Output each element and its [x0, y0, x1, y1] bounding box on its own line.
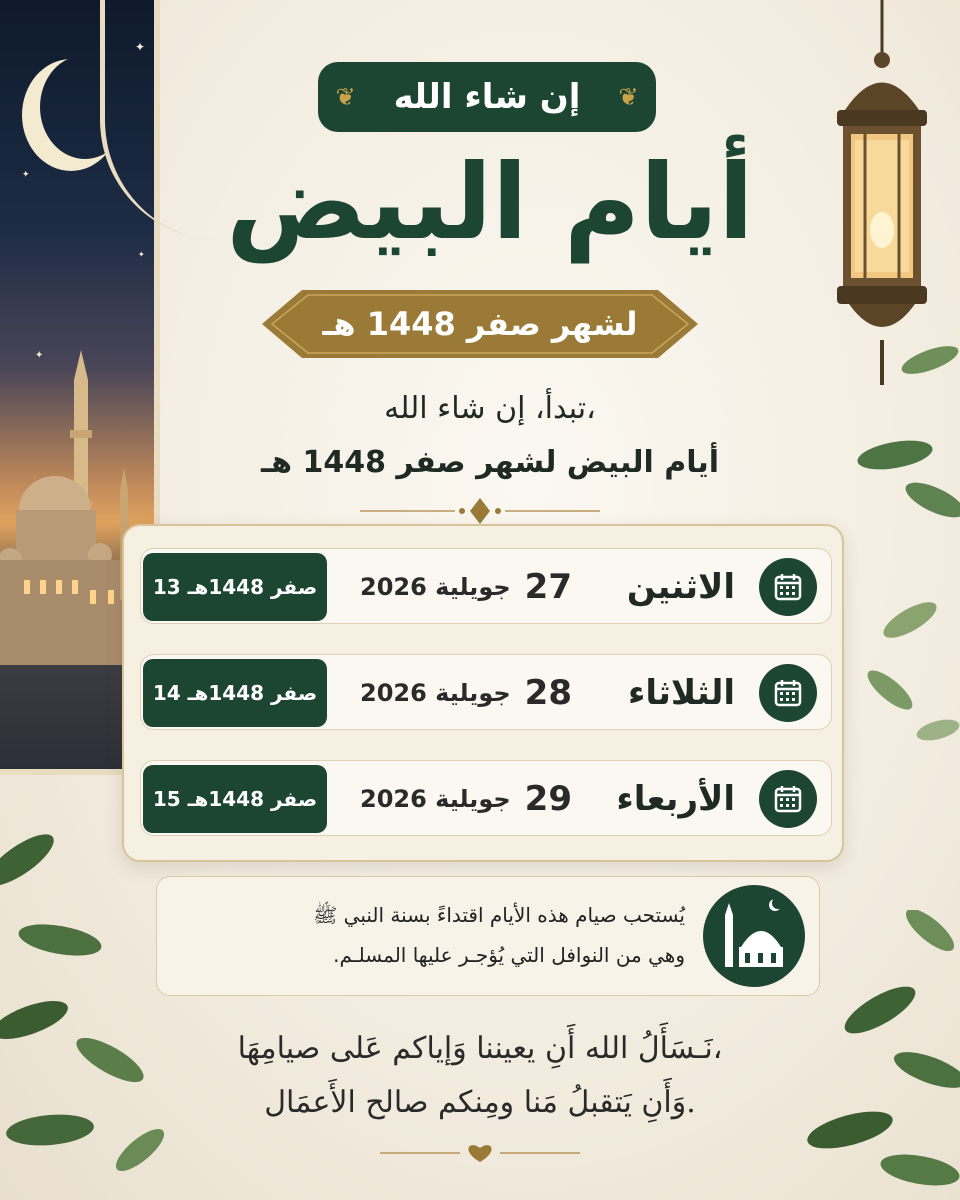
star-icon: ✦: [35, 350, 44, 361]
closing-line-2: وَأَنِ يَتقبلُ مَنا ومِنكم صالح الأَعمَال.: [264, 1085, 696, 1120]
gregorian-month: جويلية 2026: [360, 785, 511, 813]
star-icon: ✦: [135, 40, 146, 54]
top-label: إن شاء الله: [393, 77, 581, 117]
gregorian-day: 27: [524, 567, 572, 607]
date-row: [140, 760, 832, 836]
date-row: [140, 548, 832, 624]
gregorian-day: 28: [524, 673, 572, 713]
star-icon: ✦: [22, 170, 30, 180]
gregorian-date: [351, 549, 581, 625]
weekday-label: الاثنين: [626, 567, 735, 607]
dates-card: [122, 524, 844, 862]
weekday-label: الثلاثاء: [627, 673, 735, 713]
hijri-date-badge: 14 صفر 1448هـ: [143, 659, 327, 727]
intro-text: [200, 382, 780, 490]
month-label: لشهر صفر 1448 هـ: [322, 305, 638, 343]
weekday-label: الأربعاء: [616, 779, 735, 819]
note-line-1: يُستحب صيام هذه الأيام اقتداءً بسنة النبي ﷺ: [313, 903, 685, 927]
gregorian-month: جويلية 2026: [360, 573, 511, 601]
intro-line-2: أيام البيض لشهر صفر 1448 هـ: [260, 445, 720, 480]
leaf-decoration: [850, 340, 960, 760]
note-text: [175, 895, 685, 975]
lantern-icon: [815, 0, 950, 395]
ornament-icon: ❦: [335, 83, 356, 111]
ornament-divider: [360, 494, 600, 528]
calendar-icon: [759, 558, 817, 616]
leaf-decoration: [0, 830, 180, 1200]
calendar-icon: [759, 664, 817, 722]
star-icon: ✦: [138, 250, 145, 259]
calendar-icon: [759, 770, 817, 828]
gregorian-date: [351, 761, 581, 837]
closing-line-1: نَـسَأَلُ الله أَنِ يعيننا وَإياكم عَلى صيامِهَا،: [237, 1031, 723, 1066]
note-line-2: وهي من النوافل التي يُؤجـر عليها المسلـم.: [333, 943, 685, 967]
mosque-icon: [703, 885, 805, 987]
gregorian-month: جويلية 2026: [360, 679, 511, 707]
intro-line-1: تبدأ، إن شاء الله،: [384, 391, 596, 426]
closing-dua: [190, 1022, 770, 1130]
ornament-divider: [380, 1138, 580, 1168]
month-banner: [262, 290, 698, 358]
hijri-date-badge: 15 صفر 1448هـ: [143, 765, 327, 833]
date-row: [140, 654, 832, 730]
page-title: أيام البيض: [226, 141, 754, 263]
sunnah-note-card: [156, 876, 820, 996]
gregorian-day: 29: [524, 779, 572, 819]
hijri-date-badge: 13 صفر 1448هـ: [143, 553, 327, 621]
ornament-icon: ❦: [618, 83, 639, 111]
crescent-moon-icon: [40, 55, 130, 159]
insha-allah-pill: [318, 62, 656, 132]
gregorian-date: [351, 655, 581, 731]
